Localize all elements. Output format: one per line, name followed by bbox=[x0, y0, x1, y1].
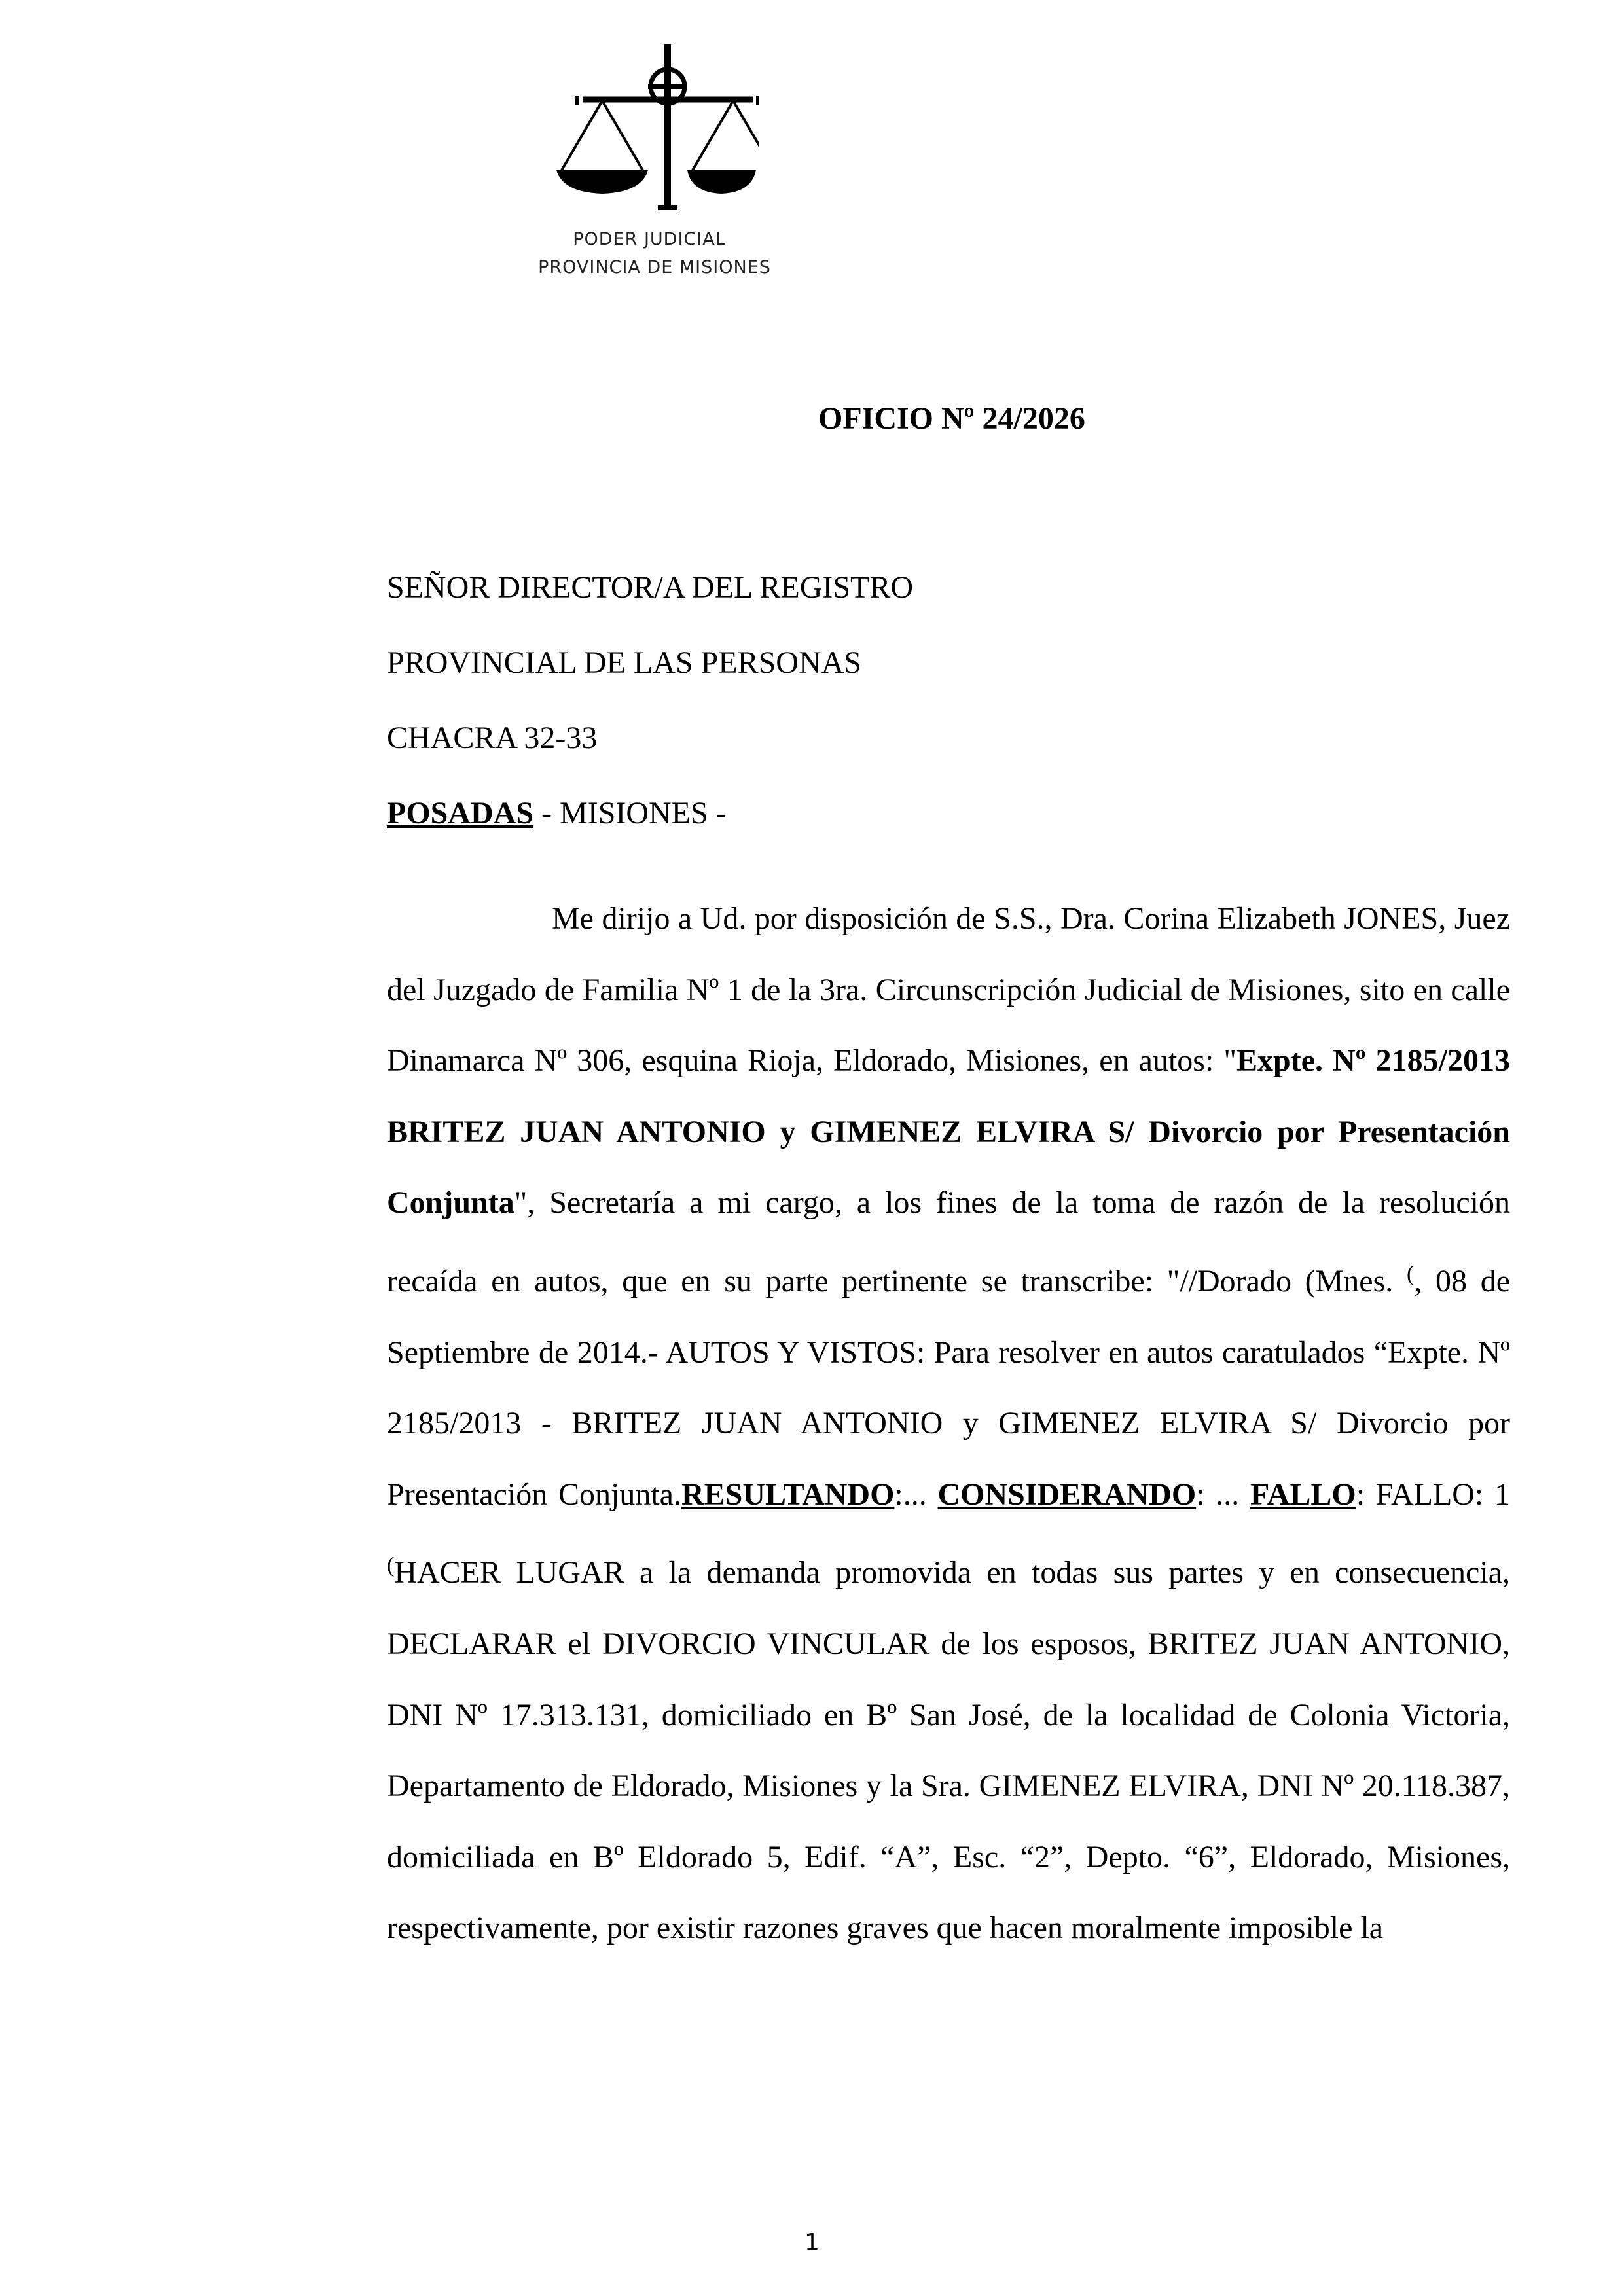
fallo-heading: FALLO bbox=[1250, 1477, 1356, 1512]
paren-mark: ( bbox=[1406, 1261, 1415, 1286]
body-text-6: : FALLO: 1 bbox=[1356, 1477, 1510, 1512]
document-body bbox=[387, 884, 1510, 1964]
considerando-heading: CONSIDERANDO bbox=[937, 1477, 1197, 1512]
recipient-line2: PROVINCIAL DE LAS PERSONAS bbox=[387, 645, 861, 680]
body-text-3: , 08 de Septiembre de 2014.- AUTOS Y VISTOS: Para resolver en autos caratulados “Expte. Nº 2185/2013 - BRITEZ JUAN ANTONIO y GIMENEZ ELVIRA S/ Divorcio por Presentación Conjunta. bbox=[387, 1263, 1510, 1512]
paren-mark: ( bbox=[387, 1553, 395, 1578]
seal-text-line2: PROVINCIA DE MISIONES bbox=[538, 257, 771, 278]
body-text-5: : ... bbox=[1196, 1477, 1250, 1512]
recipient-line3: CHACRA 32-33 bbox=[387, 721, 598, 755]
body-paragraph bbox=[387, 884, 1510, 1964]
seal-text-line1: PODER JUDICIAL bbox=[573, 229, 726, 249]
body-text-7: HACER LUGAR a la demanda promovida en todas sus partes y en consecuencia, DECLARAR el DIVORCIO VINCULAR de los esposos, BRITEZ JUAN ANTONIO, DNI Nº 17.313.131, domiciliado en Bº San José, de la localidad de Colonia Victoria, Departamento de Eldorado, Misiones y la Sra. GIMENEZ ELVIRA, DNI Nº 20.118.387, domiciliada en Bº Eldorado 5, Edif. “A”, Esc. “2”, Depto. “6”, Eldorado, Misiones, respectivamente, por existir razones graves que hacen moralmente imposible la bbox=[387, 1555, 1510, 1946]
body-text-intro: Me dirijo a Ud. por disposición de S.S., Dra. Corina Elizabeth JONES, Juez del Juzgado de Familia Nº 1 de la 3ra. Circunscripción Judicial de Misiones, sito en calle Dinamarca Nº 306, esquina Rioja, Eldorado, Misiones, en autos: " bbox=[387, 901, 1510, 1079]
body-text-2: ", Secretaría a mi cargo, a los fines de la toma de razón de la resolución recaída en autos, que en su parte pertinente se transcribe: "//Dorado (Mnes. bbox=[387, 1185, 1510, 1299]
recipient-city: POSADAS bbox=[387, 796, 534, 831]
body-text-4: :... bbox=[894, 1477, 938, 1512]
court-seal bbox=[517, 41, 792, 289]
recipient-line1: SEÑOR DIRECTOR/A DEL REGISTRO bbox=[387, 570, 914, 605]
recipient-province: - MISIONES - bbox=[533, 796, 727, 831]
page-number: 1 bbox=[804, 2229, 820, 2256]
document-title: OFICIO Nº 24/2026 bbox=[818, 401, 1085, 436]
case-caption: Expte. Nº 2185/2013 BRITEZ JUAN ANTONIO y GIMENEZ ELVIRA S/ Divorcio por Presentación Conjunta bbox=[387, 1043, 1511, 1221]
scales-of-justice-icon bbox=[550, 41, 759, 224]
resultando-heading: RESULTANDO bbox=[681, 1477, 895, 1512]
recipient-city-line bbox=[387, 795, 727, 831]
